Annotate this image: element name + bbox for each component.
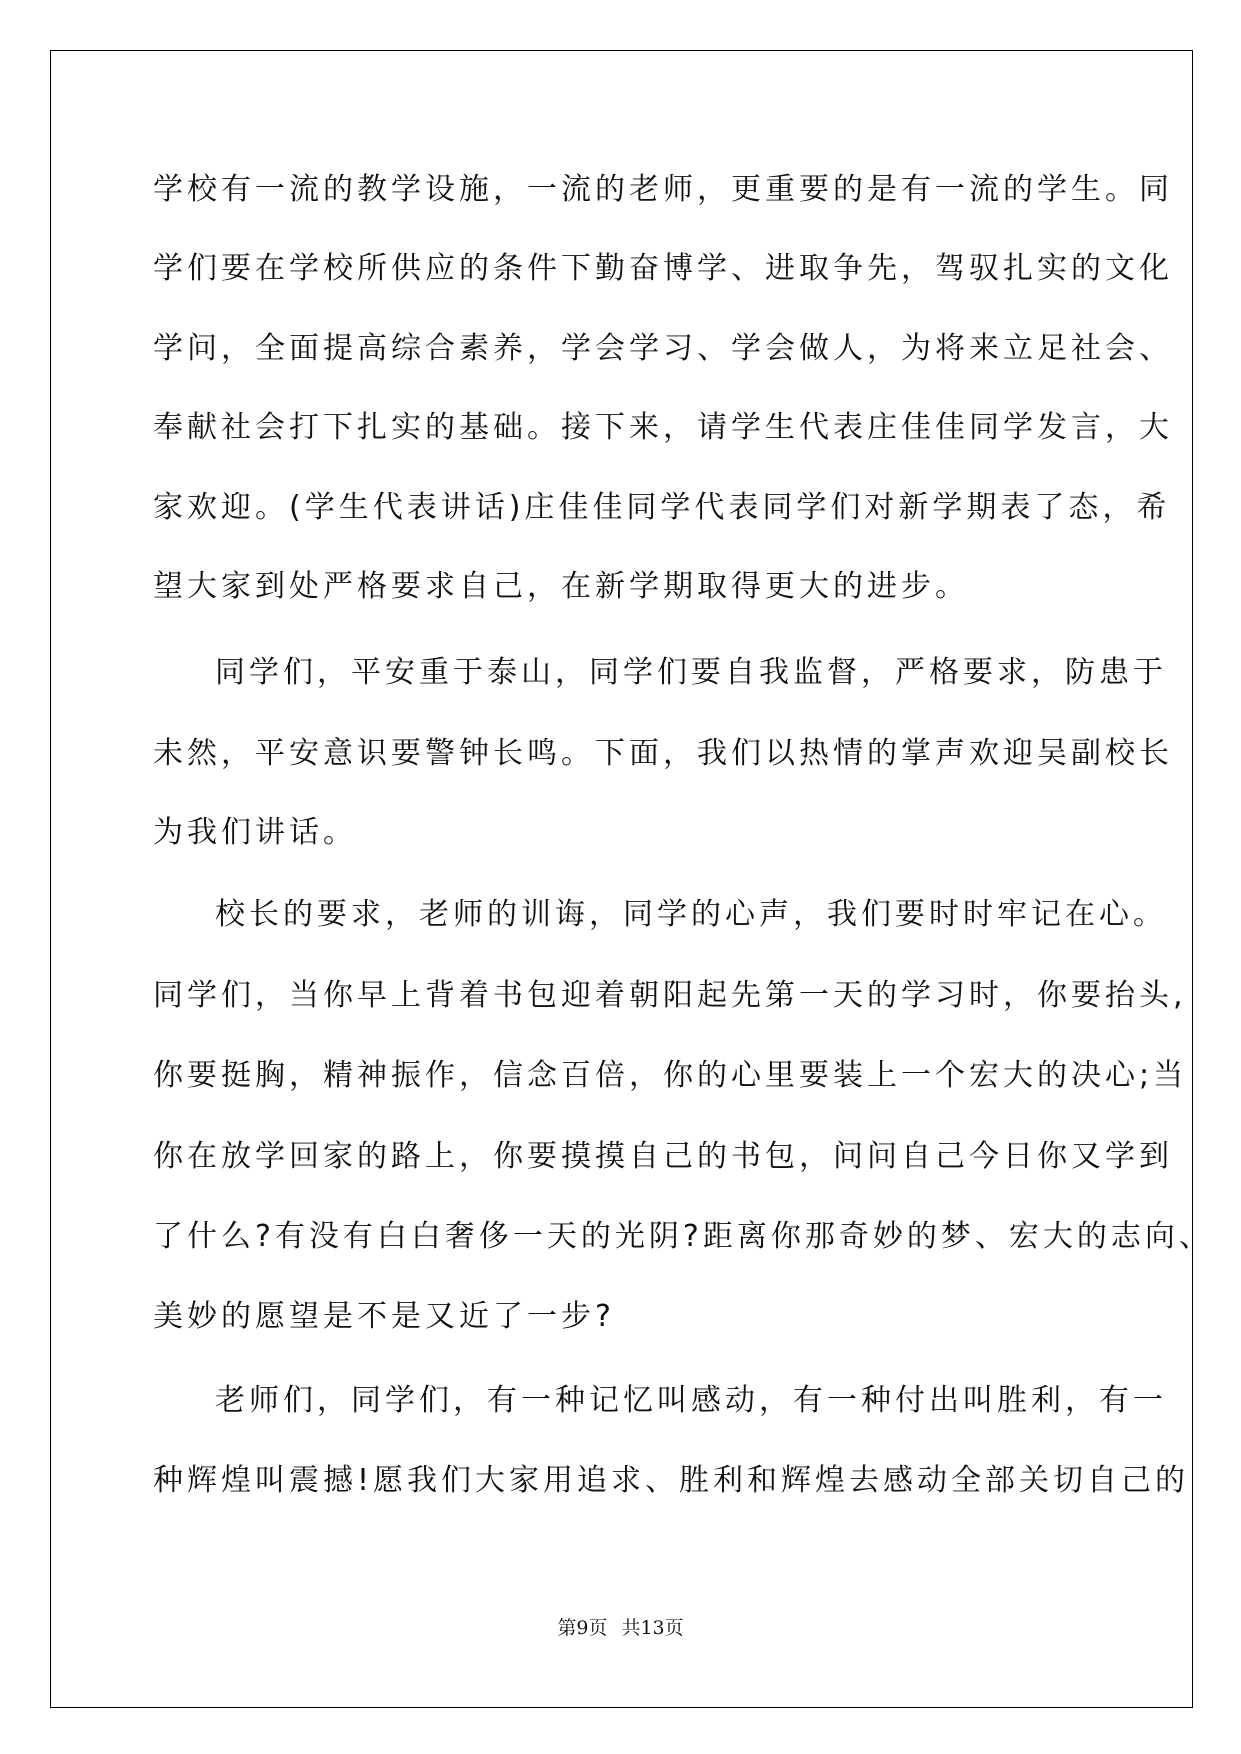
body-line: 学校有一流的教学设施，一流的老师，更重要的是有一流的学生。同 [153,172,1173,207]
body-line: 奉献社会打下扎实的基础。接下来，请学生代表庄佳佳同学发言，大 [153,410,1173,445]
body-line: 种辉煌叫震撼!愿我们大家用追求、胜利和辉煌去感动全部关切自己的 [153,1463,1190,1498]
page-number: 第9页 [557,1617,608,1639]
body-line: 学问，全面提高综合素养，学会学习、学会做人，为将来立足社会、 [153,331,1173,366]
page-footer [0,1613,1241,1640]
body-line: 了什么?有没有白白奢侈一天的光阴?距离你那奇妙的梦、宏大的志向、 [153,1219,1213,1254]
paragraph-first-line: 同学们，平安重于泰山，同学们要自我监督，严格要求，防患于 [215,655,1167,690]
body-line: 学们要在学校所供应的条件下勤奋博学、进取争先，驾驭扎实的文化 [153,251,1173,286]
body-line: 家欢迎。(学生代表讲话)庄佳佳同学代表同学们对新学期表了态，希 [153,490,1171,525]
body-line: 同学们，当你早上背着书包迎着朝阳起先第一天的学习时，你要抬头, [153,978,1187,1013]
body-line: 美妙的愿望是不是又近了一步? [153,1299,615,1334]
page-border [50,50,1193,1708]
paragraph-first-line: 老师们，同学们，有一种记忆叫感动，有一种付出叫胜利，有一 [215,1383,1167,1418]
body-line: 未然，平安意识要警钟长鸣。下面，我们以热情的掌声欢迎吴副校长 [153,736,1173,771]
body-line: 为我们讲话。 [153,815,357,850]
body-line: 你在放学回家的路上，你要摸摸自己的书包，问问自己今日你又学到 [153,1139,1173,1174]
body-line: 你要挺胸，精神振作，信念百倍，你的心里要装上一个宏大的决心;当 [153,1058,1188,1093]
paragraph-first-line: 校长的要求，老师的训诲，同学的心声，我们要时时牢记在心。 [215,897,1167,932]
body-line: 望大家到处严格要求自己，在新学期取得更大的进步。 [153,569,969,604]
page-total: 共13页 [621,1617,684,1639]
